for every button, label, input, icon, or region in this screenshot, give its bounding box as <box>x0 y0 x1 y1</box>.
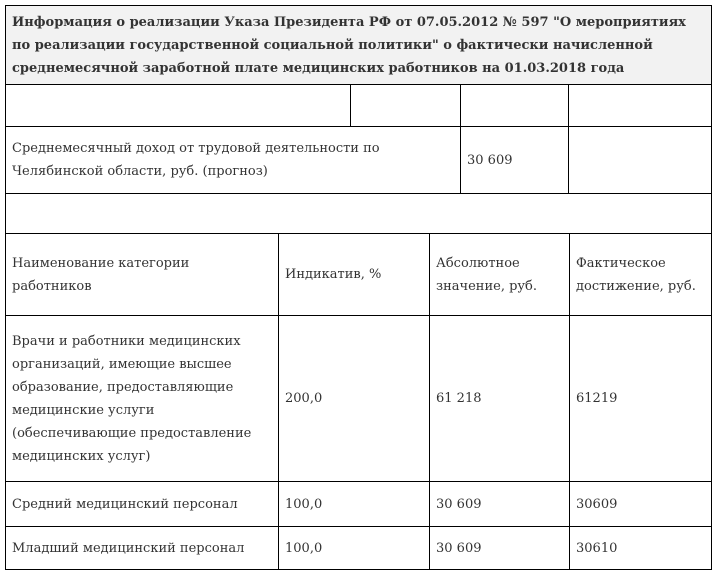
category-name: Врачи и работники медицинских организаций, имеющие высшее образование, предоставляющие медицинские услуги (обеспечивающие предоставление медицинских услуг) <box>6 316 279 482</box>
absolute-value: 30 609 <box>430 482 570 527</box>
title-row <box>6 6 712 85</box>
empty-cell <box>569 85 712 127</box>
category-name: Средний медицинский персонал <box>6 482 279 527</box>
report-summary-table <box>5 5 712 234</box>
header-category: Наименование категории работников <box>6 234 279 316</box>
empty-cell <box>461 85 569 127</box>
actual-value: 61219 <box>570 316 712 482</box>
absolute-value: 61 218 <box>430 316 570 482</box>
header-actual: Фактическое достижение, руб. <box>570 234 712 316</box>
actual-value: 30609 <box>570 482 712 527</box>
empty-cell <box>6 85 351 127</box>
table-header-row <box>6 234 712 316</box>
absolute-value: 30 609 <box>430 527 570 570</box>
indicator-value: 100,0 <box>279 527 430 570</box>
summary-row <box>6 127 712 194</box>
table-row <box>6 316 712 482</box>
table-row <box>6 482 712 527</box>
header-indicator: Индикатив, % <box>279 234 430 316</box>
report-title: Информация о реализации Указа Президента РФ от 07.05.2012 № 597 "О мероприятиях по реализации государственной социальной политики" о фактически начисленной среднемесячной заработной плате медицинских работников на 01.03.2018 года <box>6 6 712 85</box>
indicator-value: 100,0 <box>279 482 430 527</box>
summary-label: Среднемесячный доход от трудовой деятельности по Челябинской области, руб. (прогноз) <box>6 127 461 194</box>
salary-report-document <box>5 5 711 570</box>
summary-value: 30 609 <box>461 127 569 194</box>
actual-value: 30610 <box>570 527 712 570</box>
empty-cell <box>6 194 712 234</box>
empty-cell <box>569 127 712 194</box>
header-absolute: Абсолютное значение, руб. <box>430 234 570 316</box>
spacer-row <box>6 194 712 234</box>
empty-row <box>6 85 712 127</box>
empty-cell <box>351 85 461 127</box>
categories-table <box>5 233 712 570</box>
indicator-value: 200,0 <box>279 316 430 482</box>
category-name: Младший медицинский персонал <box>6 527 279 570</box>
table-row <box>6 527 712 570</box>
